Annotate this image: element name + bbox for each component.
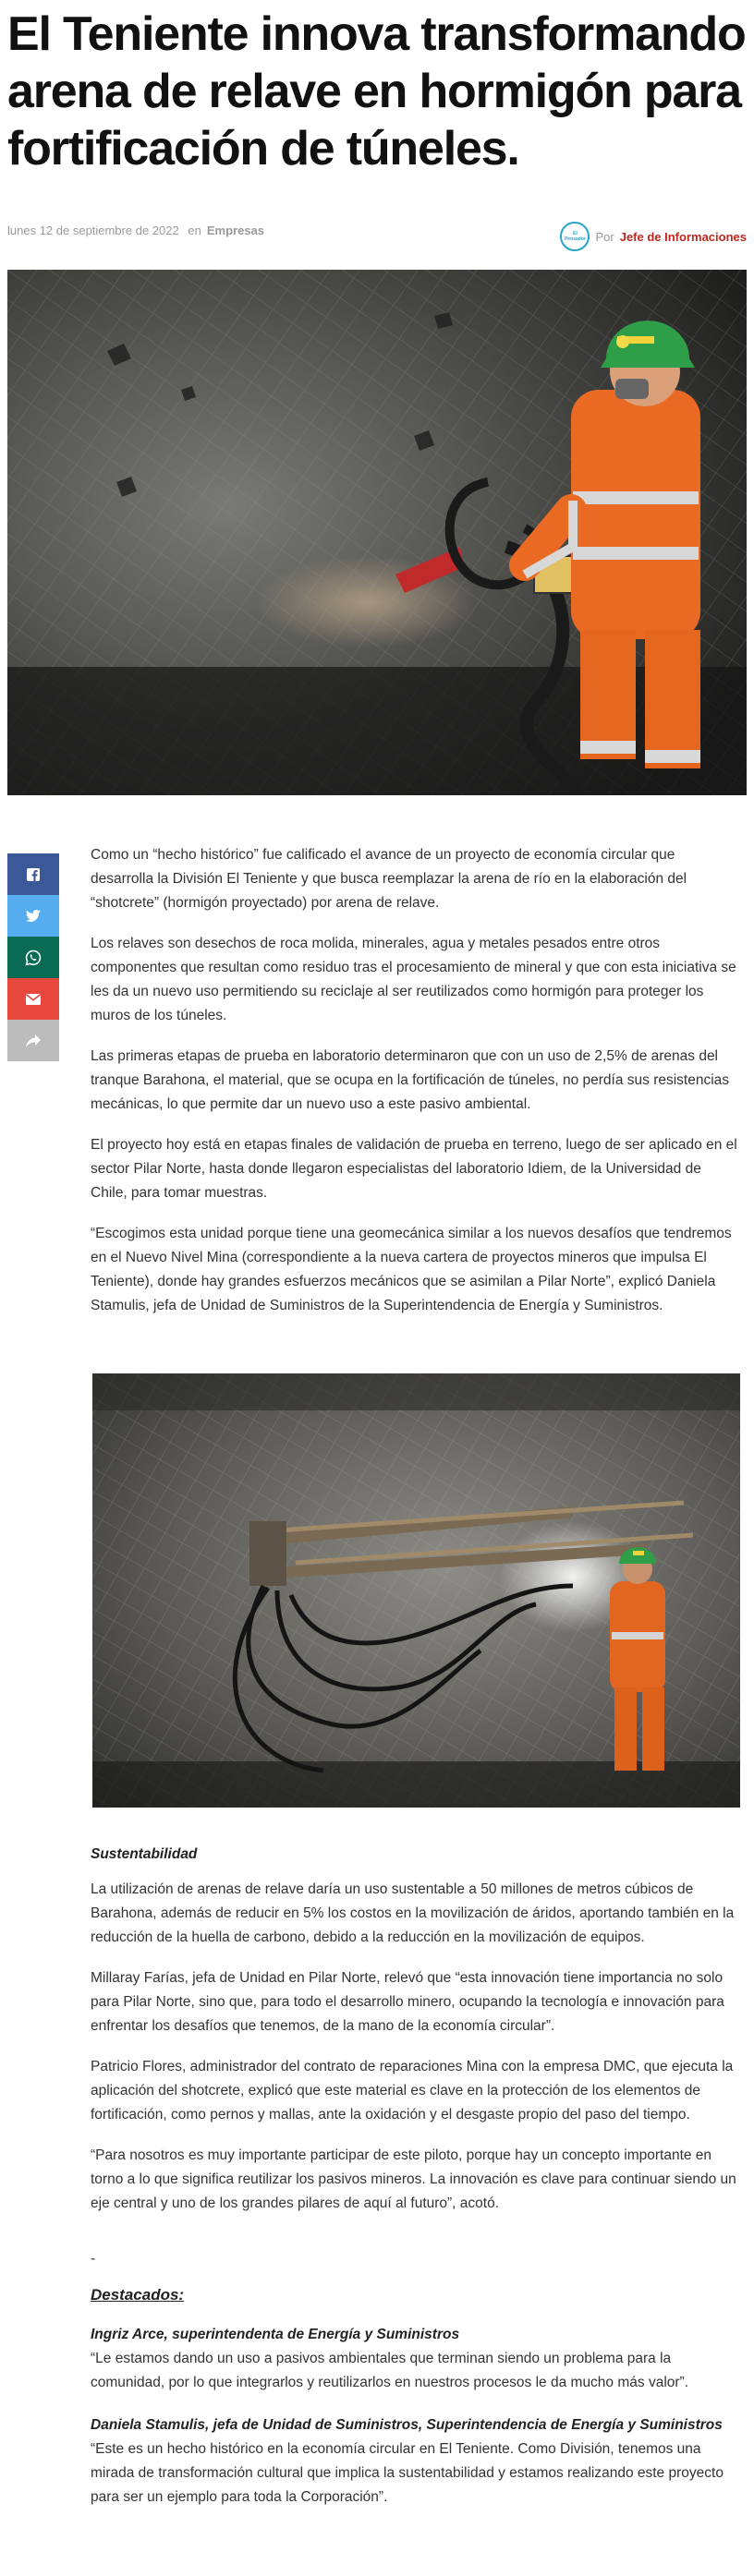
- whatsapp-icon: [25, 949, 42, 966]
- highlight-quote-1: [91, 2323, 741, 2395]
- body-paragraph-9: “Para nosotros es muy importante participar de este piloto, porque hay un concepto importante en torno a lo que significa reutilizar los pasivos mineros. La innovación es clave para continuar siendo un eje central y uno de los grandes pilares de aquí al futuro”, acotó.: [91, 2147, 736, 2211]
- author-prefix: Por: [595, 229, 614, 244]
- share-twitter-button[interactable]: [7, 895, 59, 937]
- share-more-button[interactable]: [7, 1020, 59, 1061]
- body-paragraph-4: El proyecto hoy está en etapas finales de validación de prueba en terreno, luego de ser aplicado en el sector Pilar Norte, hasta donde llegaron especialistas del laboratorio Idiem, de la Universidad de Chile, para tomar muestras.: [91, 1137, 737, 1201]
- category-prefix: en: [188, 224, 201, 237]
- body-paragraph-2: Los relaves son desechos de roca molida, minerales, agua y metales pesados entre otros componentes que resultan como residuo tras el procesamiento de mineral y que con esta iniciativa se les da un nuevo uso permitiendo su reciclaje al ser reutilizados como hormigón para proteger los muros de los túneles.: [91, 936, 736, 1023]
- quote-2-text: “Este es un hecho histórico en la economía circular en El Teniente. Como División, tenemos una mirada de transformación cultural que implica la sustentabilidad y estamos realizando este proyecto para ser un ejemplo para toda la Corporación”.: [91, 2441, 724, 2505]
- author-block: [560, 220, 747, 253]
- hero-image: [7, 270, 747, 795]
- twitter-icon: [25, 909, 42, 924]
- category-link[interactable]: Empresas: [206, 224, 264, 237]
- separator-dash: -: [91, 2251, 96, 2267]
- drill-illustration: [92, 1373, 740, 1808]
- quote-2-author: Daniela Stamulis, jefa de Unidad de Suministros, Superintendencia de Energía y Suministros: [91, 2417, 723, 2433]
- hero-illustration: [7, 270, 747, 795]
- author-logo-text: El Pensador: [565, 231, 586, 242]
- body-paragraph-3: Las primeras etapas de prueba en laboratorio determinaron que con un uso de 2,5% de arenas del tranque Barahona, el material, que se ocupa en la fortificación de túneles, no perdía sus resistencias mecánicas, lo que permite dar un nuevo uso a este pasivo ambiental.: [91, 1048, 730, 1112]
- article-image-drill: [92, 1373, 740, 1808]
- share-icon: [25, 1034, 42, 1048]
- quote-1-text: “Le estamos dando un uso a pasivos ambientales que terminan siendo un problema para la comunidad, por lo que integrarlos y reutilizarlos en nuestros procesos le da mucho más valor”.: [91, 2351, 689, 2390]
- body-paragraph-5: “Escogimos esta unidad porque tiene una geomecánica similar a los nuevos desafíos que tendremos en el Nuevo Nivel Mina (correspondiente a la nueva cartera de proyectos mineros que impulsa El Teniente), donde hay grandes esfuerzos mecánicos que se asimilan a Pilar Norte”, explicó Daniela Stamulis, jefa de Unidad de Suministros de la Superintendencia de Energía y Suministros.: [91, 1226, 732, 1313]
- article-date-line: [7, 224, 264, 237]
- author-link[interactable]: Jefe de Informaciones: [619, 229, 747, 244]
- share-rail: [7, 853, 59, 1061]
- email-icon: [25, 993, 42, 1006]
- author-avatar[interactable]: [560, 222, 590, 251]
- article-date: lunes 12 de septiembre de 2022: [7, 224, 179, 237]
- section-heading-sustentabilidad: Sustentabilidad: [91, 1846, 198, 1862]
- quote-1-author: Ingriz Arce, superintendenta de Energía y Suministros: [91, 2327, 460, 2342]
- article-meta: [7, 220, 747, 253]
- share-email-button[interactable]: [7, 978, 59, 1020]
- section-heading-destacados: Destacados:: [91, 2286, 185, 2304]
- share-facebook-button[interactable]: [7, 853, 59, 895]
- facebook-icon: [26, 867, 41, 882]
- body-paragraph-6: La utilización de arenas de relave daría un uso sustentable a 50 millones de metros cúbicos de Barahona, además de reducir en 5% los costos en la movilización de áridos, aportando también en la reducción de la huella de carbono, debido a la reducción en la movilización de equipos.: [91, 1881, 735, 1945]
- body-paragraph-1: Como un “hecho histórico” fue calificado el avance de un proyecto de economía circular que desarrolla la División El Teniente y que busca reemplazar la arena de río en la elaboración del “shotcrete” (hormigón proyectado) por arena de relave.: [91, 847, 687, 911]
- body-paragraph-7: Millaray Farías, jefa de Unidad en Pilar Norte, relevó que “esta innovación tiene importancia no solo para Pilar Norte, sino que, para todo el desarrollo minero, ocupando la tecnología e innovación para enfrentar los desafíos que tenemos, de la mano de la economía circular”.: [91, 1970, 724, 2034]
- article-title: El Teniente innova transformando arena de relave en hormigón para fortificación de túneles.: [7, 7, 746, 175]
- body-paragraph-8: Patricio Flores, administrador del contrato de reparaciones Mina con la empresa DMC, que ejecuta la aplicación del shotcrete, explicó que este material es clave en la protección de los elementos de fortificación, como pernos y mallas, ante la oxidación y el desgaste propio del paso del tiempo.: [91, 2059, 734, 2122]
- highlight-quote-2: [91, 2413, 741, 2509]
- share-whatsapp-button[interactable]: [7, 937, 59, 978]
